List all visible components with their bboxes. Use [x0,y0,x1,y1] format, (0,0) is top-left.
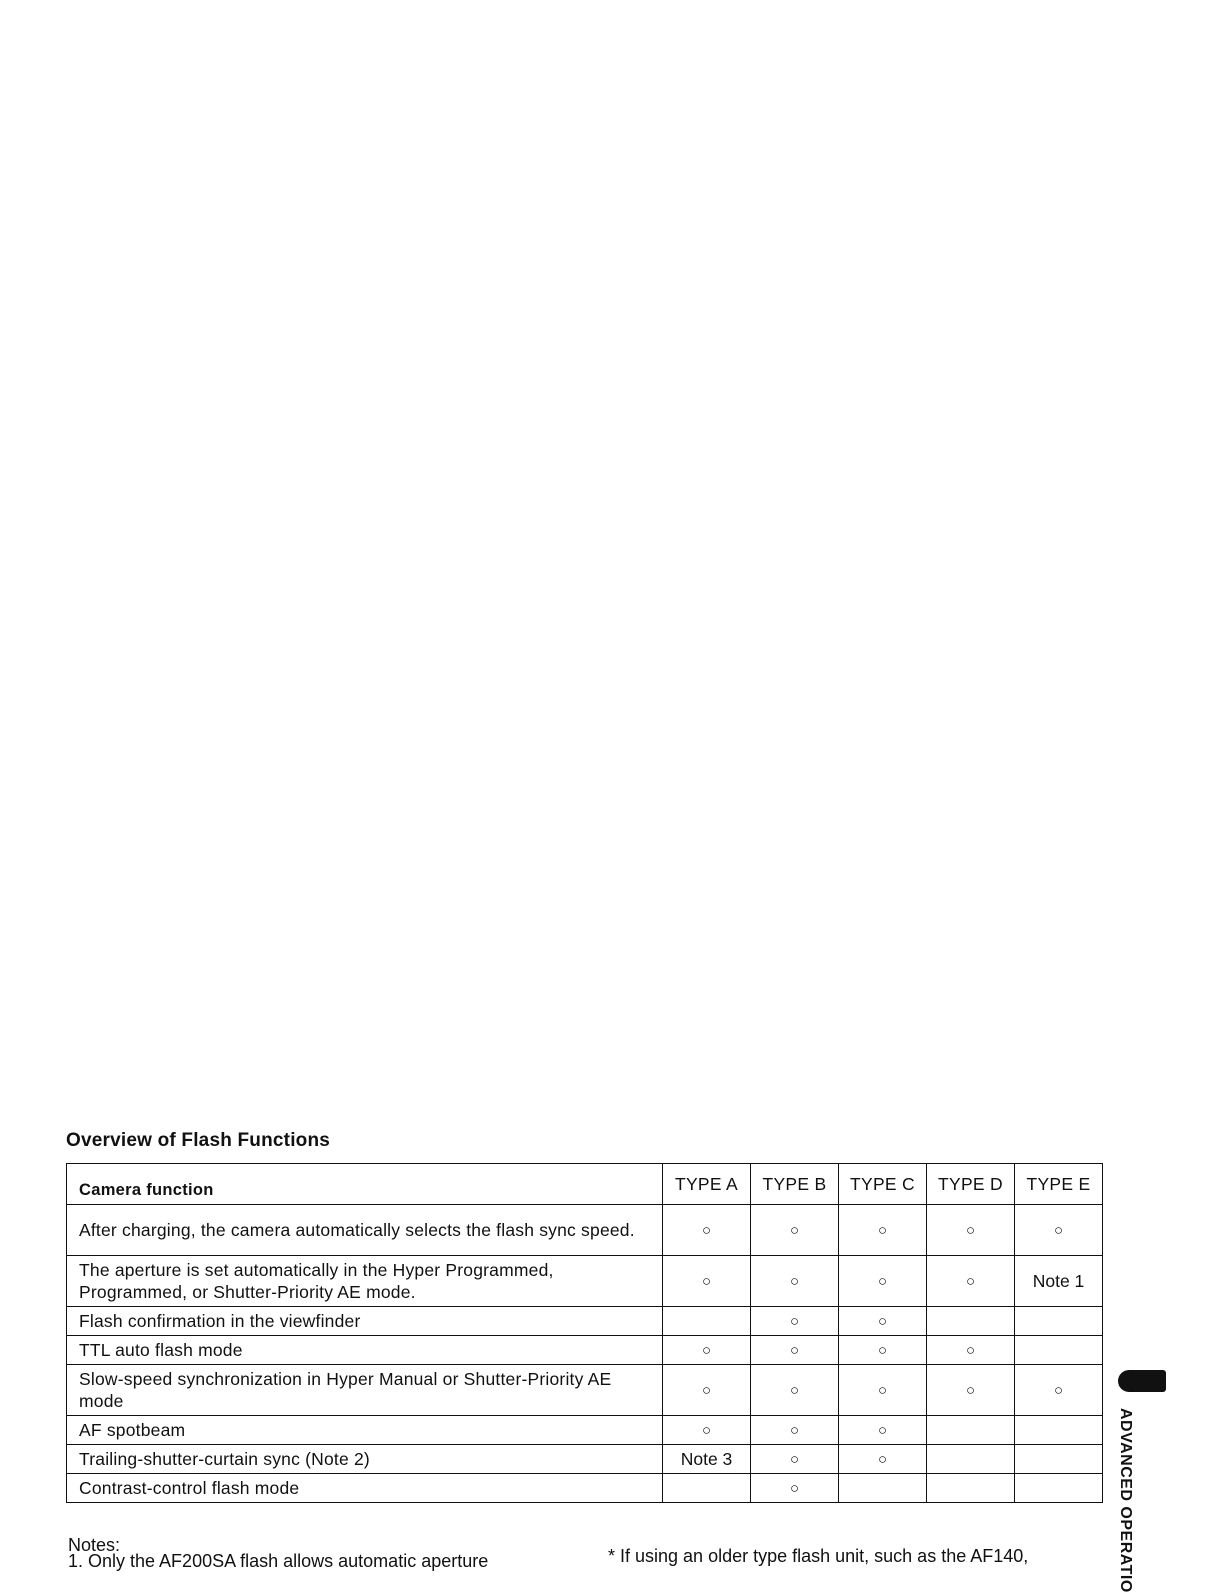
type-e-cell: Note 1 [1015,1256,1103,1307]
function-cell: Slow-speed synchronization in Hyper Manual or Shutter-Priority AE mode [67,1365,663,1416]
type-c-cell: ○ [839,1307,927,1336]
type-a-cell [663,1474,751,1503]
type-a-cell: Note 3 [663,1445,751,1474]
table-row [67,1205,1103,1256]
type-c-cell: ○ [839,1365,927,1416]
section-title: Overview of Flash Functions [66,1130,331,1151]
type-d-cell: ○ [927,1336,1015,1365]
notes-heading: Notes: [68,1535,121,1555]
type-a-cell: ○ [663,1416,751,1445]
function-cell: Contrast-control flash mode [67,1474,663,1503]
type-b-cell: ○ [751,1336,839,1365]
header-type-e: TYPE E [1015,1164,1103,1205]
type-d-cell [927,1416,1015,1445]
type-c-cell: ○ [839,1205,927,1256]
type-d-cell [927,1307,1015,1336]
flash-functions-table [66,1163,1103,1503]
header-type-d: TYPE D [927,1164,1015,1205]
type-b-cell: ○ [751,1474,839,1503]
table-row [67,1256,1103,1307]
type-c-cell: ○ [839,1445,927,1474]
function-cell: TTL auto flash mode [67,1336,663,1365]
type-b-cell: ○ [751,1307,839,1336]
header-type-b: TYPE B [751,1164,839,1205]
type-a-cell: ○ [663,1365,751,1416]
asterisk-note-text: * If using an older type flash unit, such as the AF140, [608,1546,1029,1566]
type-e-cell [1015,1445,1103,1474]
table-row [67,1445,1103,1474]
type-e-cell [1015,1474,1103,1503]
type-d-cell: ○ [927,1365,1015,1416]
type-e-cell [1015,1336,1103,1365]
type-e-cell: ○ [1015,1365,1103,1416]
type-e-cell: ○ [1015,1205,1103,1256]
type-d-cell: ○ [927,1256,1015,1307]
type-d-cell [927,1445,1015,1474]
table-row [67,1416,1103,1445]
type-a-cell: ○ [663,1205,751,1256]
header-type-a: TYPE A [663,1164,751,1205]
table-row [67,1474,1103,1503]
header-type-c: TYPE C [839,1164,927,1205]
function-cell: Trailing-shutter-curtain sync (Note 2) [67,1445,663,1474]
type-c-cell [839,1474,927,1503]
type-b-cell: ○ [751,1205,839,1256]
table-row [67,1365,1103,1416]
table-header-row [67,1164,1103,1205]
function-cell: AF spotbeam [67,1416,663,1445]
type-c-cell: ○ [839,1256,927,1307]
note-1-text: 1. Only the AF200SA flash allows automatic aperture [68,1551,489,1571]
table-row [67,1336,1103,1365]
function-cell: The aperture is set automatically in the Hyper Programmed, Programmed, or Shutter-Priority AE mode. [67,1256,663,1307]
header-camera-function: Camera function [67,1164,663,1205]
side-section-label: ADVANCED OPERATIO [1117,1408,1134,1593]
type-e-cell [1015,1416,1103,1445]
type-a-cell: ○ [663,1256,751,1307]
function-cell: After charging, the camera automatically selects the flash sync speed. [67,1205,663,1256]
type-b-cell: ○ [751,1256,839,1307]
type-b-cell: ○ [751,1416,839,1445]
section-tab-marker [1118,1370,1166,1392]
type-e-cell [1015,1307,1103,1336]
type-c-cell: ○ [839,1416,927,1445]
type-d-cell: ○ [927,1205,1015,1256]
type-d-cell [927,1474,1015,1503]
type-b-cell: ○ [751,1445,839,1474]
function-cell: Flash confirmation in the viewfinder [67,1307,663,1336]
type-c-cell: ○ [839,1336,927,1365]
type-b-cell: ○ [751,1365,839,1416]
type-a-cell [663,1307,751,1336]
type-a-cell: ○ [663,1336,751,1365]
table-row [67,1307,1103,1336]
